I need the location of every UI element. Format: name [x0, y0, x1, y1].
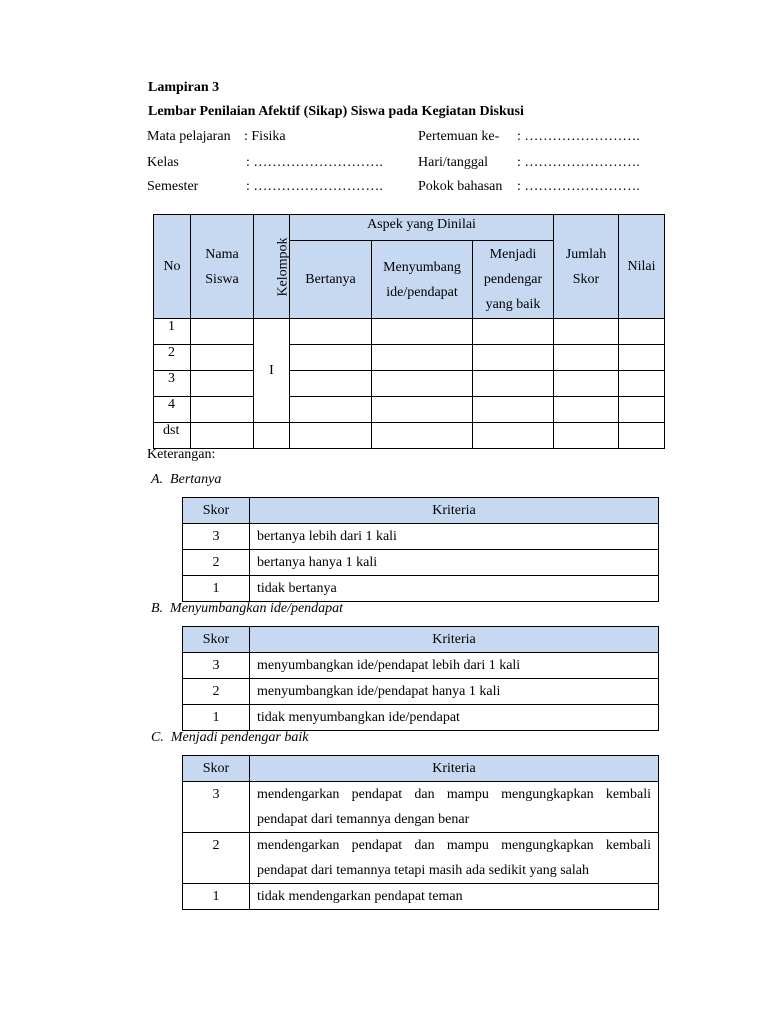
skor-cell: 2 [183, 833, 250, 884]
row-number: 3 [154, 371, 191, 397]
kriteria-cell: tidak bertanya [250, 576, 659, 602]
pokok-value: : ……………………. [517, 179, 640, 194]
semester-value: : ………………………. [246, 179, 383, 194]
score-cell[interactable] [290, 397, 372, 423]
table-row [154, 397, 665, 423]
score-cell[interactable] [473, 423, 554, 449]
skor-cell: 3 [183, 653, 250, 679]
skor-cell: 1 [183, 576, 250, 602]
table-row [183, 782, 659, 833]
score-cell[interactable] [372, 423, 473, 449]
assessment-table [153, 214, 665, 449]
row-number: 2 [154, 345, 191, 371]
kriteria-cell: mendengarkan pendapat dan mampu mengungkapkan kembali pendapat dari temannya dengan benar [250, 782, 659, 833]
document-title: Lembar Penilaian Afektif (Sikap) Siswa pada Kegiatan Diskusi [148, 104, 524, 119]
pertemuan-label: Pertemuan ke- [418, 129, 500, 144]
jumlah-cell[interactable] [554, 423, 619, 449]
nilai-cell[interactable] [619, 397, 665, 423]
skor-cell: 2 [183, 679, 250, 705]
table-row [183, 705, 659, 731]
pertemuan-value: : ……………………. [517, 129, 640, 144]
jumlah-cell[interactable] [554, 397, 619, 423]
table-row [183, 653, 659, 679]
kelas-label: Kelas [147, 155, 179, 170]
col-no-header: No [154, 215, 191, 319]
jumlah-cell[interactable] [554, 319, 619, 345]
skor-header: Skor [183, 498, 250, 524]
jumlah-cell[interactable] [554, 345, 619, 371]
aspek-menjadi-header: Menjadi pendengar yang baik [473, 241, 554, 319]
section-a-title: A. Bertanya [151, 472, 222, 487]
skor-cell: 1 [183, 884, 250, 910]
table-row [183, 524, 659, 550]
score-cell[interactable] [290, 423, 372, 449]
col-nilai-header: Nilai [619, 215, 665, 319]
skor-header: Skor [183, 627, 250, 653]
section-b-title: B. Menyumbangkan ide/pendapat [151, 601, 344, 616]
nama-cell[interactable] [191, 397, 254, 423]
semester-label: Semester [147, 179, 199, 194]
row-number: 1 [154, 319, 191, 345]
kriteria-header: Kriteria [250, 627, 659, 653]
nilai-cell[interactable] [619, 319, 665, 345]
jumlah-cell[interactable] [554, 371, 619, 397]
col-jumlah-header: Jumlah Skor [554, 215, 619, 319]
row-number: 4 [154, 397, 191, 423]
group-cell[interactable] [254, 423, 290, 449]
skor-cell: 3 [183, 782, 250, 833]
criteria-table-bertanya [182, 497, 659, 602]
nilai-cell[interactable] [619, 371, 665, 397]
aspek-bertanya-header: Bertanya [290, 241, 372, 319]
score-cell[interactable] [473, 345, 554, 371]
skor-cell: 1 [183, 705, 250, 731]
appendix-label: Lampiran 3 [148, 80, 220, 95]
criteria-table-menyumbang [182, 626, 659, 731]
score-cell[interactable] [473, 371, 554, 397]
table-row [183, 884, 659, 910]
skor-cell: 3 [183, 524, 250, 550]
kelas-value: : ………………………. [246, 155, 383, 170]
nama-cell[interactable] [191, 423, 254, 449]
table-row [154, 345, 665, 371]
score-cell[interactable] [290, 345, 372, 371]
kriteria-cell: bertanya lebih dari 1 kali [250, 524, 659, 550]
criteria-table-pendengar [182, 755, 659, 910]
score-cell[interactable] [372, 397, 473, 423]
mapel-value: : Fisika [244, 129, 286, 144]
kriteria-header: Kriteria [250, 498, 659, 524]
nama-cell[interactable] [191, 371, 254, 397]
kriteria-cell: bertanya hanya 1 kali [250, 550, 659, 576]
table-row [183, 833, 659, 884]
col-nama-header: Nama Siswa [191, 215, 254, 319]
kriteria-cell: menyumbangkan ide/pendapat hanya 1 kali [250, 679, 659, 705]
aspek-menyumbang-header: Menyumbang ide/pendapat [372, 241, 473, 319]
table-row [183, 679, 659, 705]
row-number: dst [154, 423, 191, 449]
kriteria-header: Kriteria [250, 756, 659, 782]
score-cell[interactable] [372, 345, 473, 371]
nilai-cell[interactable] [619, 345, 665, 371]
mapel-label: Mata pelajaran [147, 129, 231, 144]
table-row [154, 319, 665, 345]
kriteria-cell: tidak menyumbangkan ide/pendapat [250, 705, 659, 731]
section-c-title: C. Menjadi pendengar baik [151, 730, 309, 745]
table-row [183, 550, 659, 576]
col-kelompok-header: Kelompok [254, 215, 290, 319]
nilai-cell[interactable] [619, 423, 665, 449]
score-cell[interactable] [372, 319, 473, 345]
pokok-label: Pokok bahasan [418, 179, 503, 194]
skor-cell: 2 [183, 550, 250, 576]
kriteria-cell: tidak mendengarkan pendapat teman [250, 884, 659, 910]
score-cell[interactable] [290, 319, 372, 345]
score-cell[interactable] [473, 319, 554, 345]
group-cell: I [254, 319, 290, 423]
score-cell[interactable] [473, 397, 554, 423]
kriteria-cell: menyumbangkan ide/pendapat lebih dari 1 kali [250, 653, 659, 679]
score-cell[interactable] [372, 371, 473, 397]
keterangan-label: Keterangan: [147, 447, 216, 462]
table-row [183, 576, 659, 602]
hari-label: Hari/tanggal [418, 155, 488, 170]
score-cell[interactable] [290, 371, 372, 397]
aspek-header: Aspek yang Dinilai [290, 215, 554, 241]
table-row [154, 371, 665, 397]
table-row [154, 423, 665, 449]
skor-header: Skor [183, 756, 250, 782]
nama-cell[interactable] [191, 319, 254, 345]
hari-value: : ……………………. [517, 155, 640, 170]
kriteria-cell: mendengarkan pendapat dan mampu mengungkapkan kembali pendapat dari temannya tetapi masih ada sedikit yang salah [250, 833, 659, 884]
nama-cell[interactable] [191, 345, 254, 371]
